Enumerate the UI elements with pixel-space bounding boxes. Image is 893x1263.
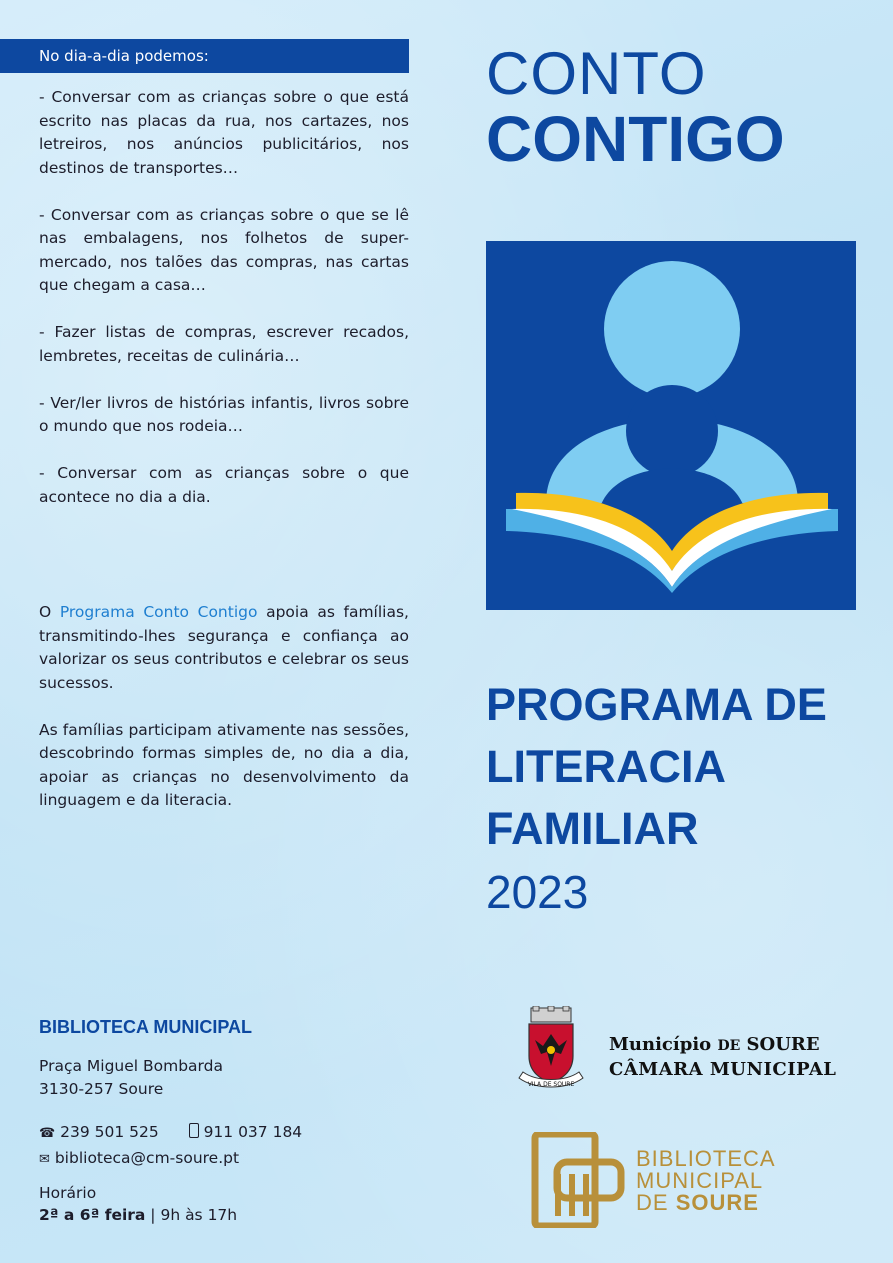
intro-paragraph-2: As famílias participam ativamente nas sessões, descobrindo formas simples de, no dia a dia, apoiar as crianças no desenvolvimento da linguagem e da literacia.: [39, 720, 409, 809]
mail-icon: ✉: [39, 1152, 50, 1167]
phone-icon: ☎: [39, 1126, 56, 1141]
hours-days: 2ª a 6ª feira: [39, 1206, 146, 1224]
intro-paragraph-1: O Programa Conto Contigo apoia as famílias, transmitindo-lhes segurança e confiança ao valorizar os seus contributos e celebrar os seus sucessos.: [39, 603, 409, 692]
program-year: 2023: [486, 866, 589, 918]
email-row: [39, 1146, 302, 1172]
mobile-icon: [189, 1123, 199, 1138]
address-street: Praça Miguel Bombarda: [39, 1057, 223, 1075]
library-logo: [531, 1132, 627, 1228]
mobile-number[interactable]: 911 037 184: [203, 1123, 303, 1141]
program-title: PROGRAMA DE LITERACIA FAMILIAR: [486, 679, 827, 854]
program-intro: [39, 601, 409, 836]
program-logo: [486, 241, 856, 610]
hours-value: [39, 1206, 237, 1224]
tip-item: - Conversar com as crianças sobre o que acontece no dia a dia.: [39, 464, 409, 506]
library-address: [39, 1055, 223, 1101]
title-line-1: CONTO: [486, 40, 707, 107]
tips-banner: No dia-a-dia podemos:: [0, 39, 409, 73]
tip-item: - Ver/ler livros de histórias infantis, livros sobre o mundo que nos rodeia…: [39, 393, 409, 435]
title-line-2: CONTIGO: [486, 103, 785, 175]
email-link[interactable]: biblioteca@cm-soure.pt: [54, 1149, 240, 1167]
hours-time: | 9h às 17h: [145, 1206, 238, 1224]
phone-number[interactable]: 239 501 525: [60, 1123, 159, 1141]
tips-list: [39, 86, 409, 533]
tip-item: - Fazer listas de compras, escrever recados, lembretes, receitas de culinária…: [39, 323, 409, 365]
phone-row: [39, 1120, 302, 1146]
address-city: 3130-257 Soure: [39, 1080, 164, 1098]
library-logo-text: BIBLIOTECA MUNICIPAL DE SOURE: [636, 1146, 776, 1215]
reading-family-icon: [486, 241, 856, 610]
municipality-name: Município DE SOURE CÂMARA MUNICIPAL: [609, 1034, 837, 1080]
hours-label: Horário: [39, 1184, 97, 1202]
tip-item: - Conversar com as crianças sobre o que se lê nas embalagens, nos folhetos de super-mercado, nos talões das compras, nas cartas que chegam a casa…: [39, 205, 409, 294]
municipality-crest: [515, 1006, 587, 1096]
crest-caption: VILA DE SOURE: [527, 1081, 575, 1088]
library-title: BIBLIOTECA MUNICIPAL: [39, 1017, 252, 1037]
contact-info: [39, 1120, 302, 1172]
program-name-highlight: Programa Conto Contigo: [59, 603, 258, 621]
tip-item: - Conversar com as crianças sobre o que está escrito nas placas da rua, nos cartazes, nos letreiros, nos anúncios publicitários, nos destinos de transportes…: [39, 88, 409, 177]
